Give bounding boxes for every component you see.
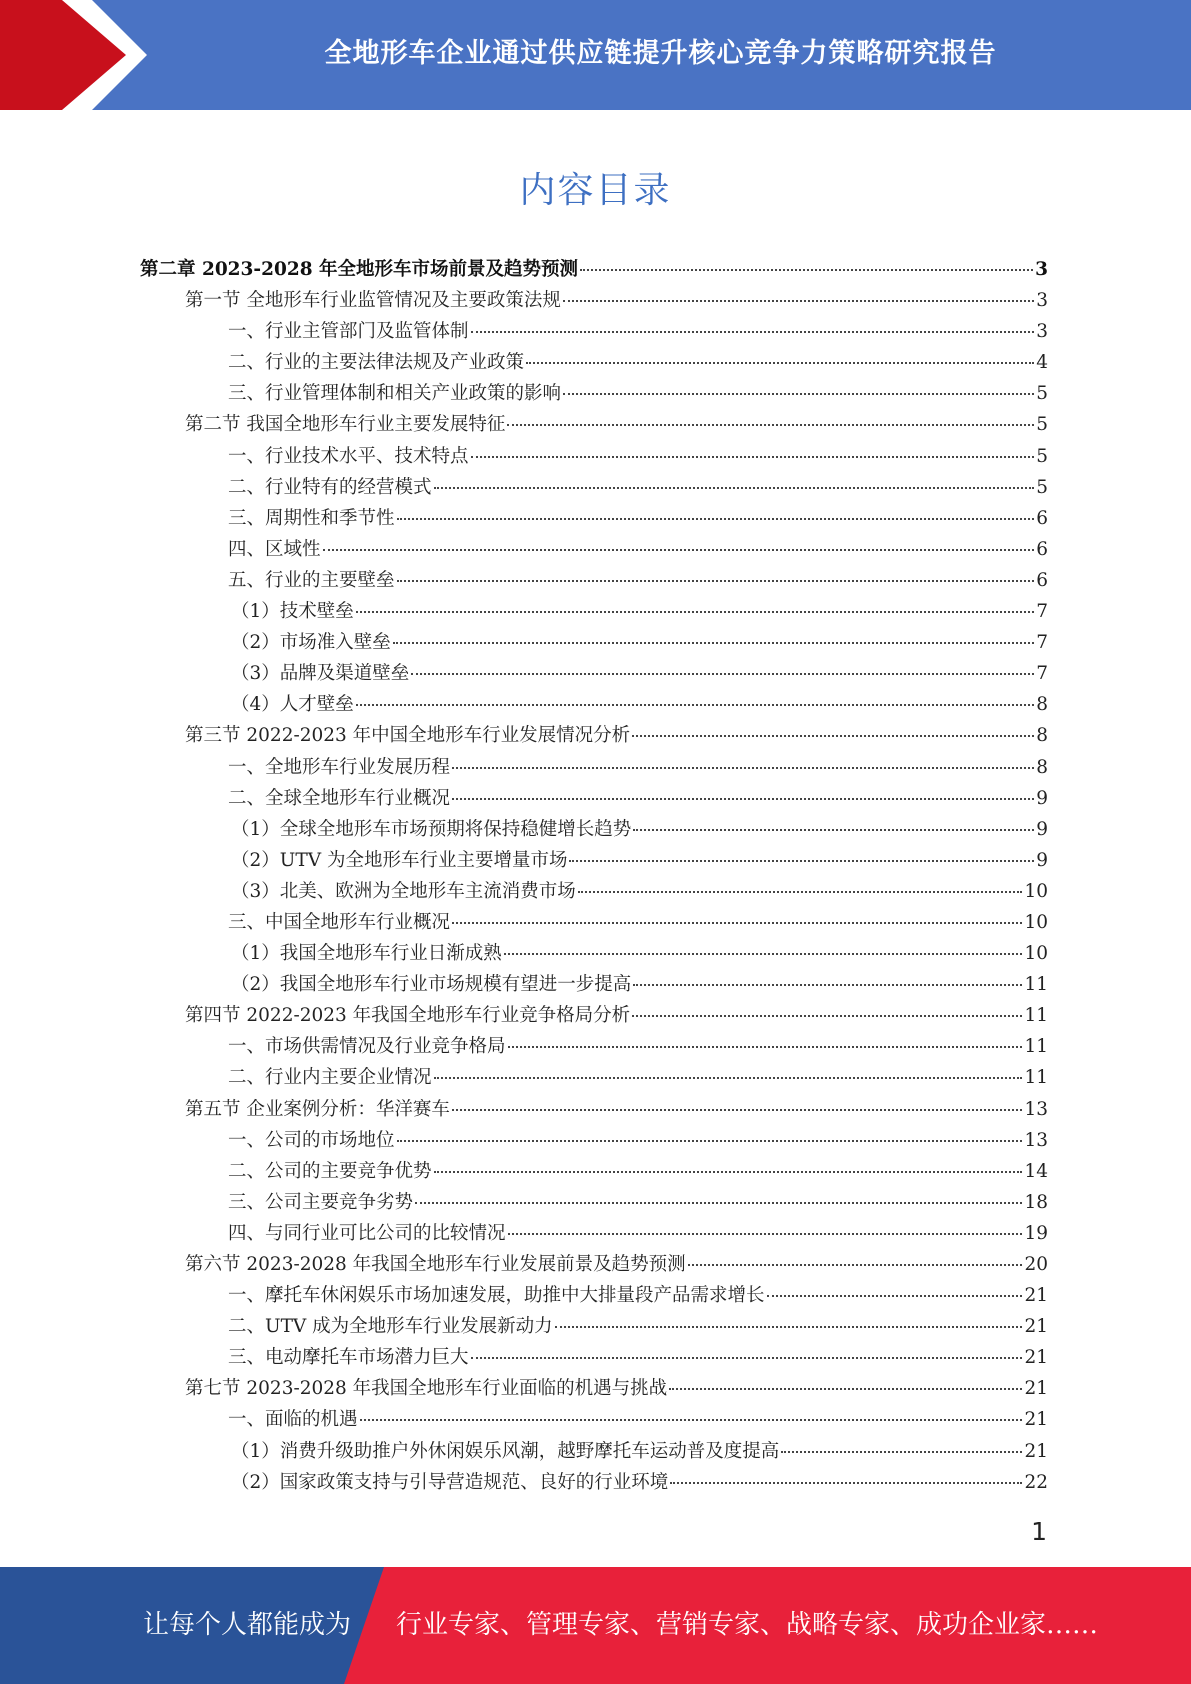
toc-entry[interactable]	[140, 1311, 1048, 1342]
toc-dot-leader	[356, 704, 1034, 706]
toc-entry-page: 4	[1036, 352, 1048, 374]
toc-entry[interactable]	[140, 752, 1048, 783]
toc-entry-label: 一、行业主管部门及监管体制	[228, 321, 469, 343]
toc-entry-page: 21	[1024, 1440, 1048, 1462]
toc-entry[interactable]	[140, 627, 1048, 658]
toc-entry-label: 一、摩托车休闲娱乐市场加速发展，助推中大排量段产品需求增长	[228, 1285, 765, 1307]
toc-entry-label: 二、全球全地形车行业概况	[228, 787, 451, 809]
toc-entry-page: 13	[1024, 1129, 1048, 1151]
toc-dot-leader	[688, 1264, 1023, 1266]
toc-dot-leader	[471, 331, 1035, 333]
toc-entry-page: 11	[1024, 974, 1048, 996]
toc-entry[interactable]	[140, 472, 1048, 503]
toc-dot-leader	[393, 642, 1034, 644]
toc-dot-leader	[471, 1357, 1023, 1359]
toc-dot-leader	[471, 456, 1035, 458]
toc-entry-page: 7	[1036, 663, 1048, 685]
toc-entry-label: （3）北美、欧洲为全地形车主流消费市场	[231, 880, 576, 902]
toc-dot-leader	[508, 1046, 1023, 1048]
toc-entry-page: 8	[1036, 756, 1048, 778]
toc-entry-label: （2）国家政策支持与引导营造规范、良好的行业环境	[231, 1471, 669, 1493]
toc-entry[interactable]	[140, 1436, 1048, 1467]
toc-entry-label: 二、UTV 成为全地形车行业发展新动力	[228, 1316, 553, 1338]
toc-entry-page: 3	[1036, 290, 1048, 312]
toc-dot-leader	[563, 393, 1034, 395]
toc-entry-label: 三、电动摩托车市场潜力巨大	[228, 1347, 469, 1369]
toc-entry-label: （2）我国全地形车行业市场规模有望进一步提高	[231, 974, 632, 996]
toc-entry[interactable]	[140, 1373, 1048, 1404]
toc-entry-label: 一、全地形车行业发展历程	[228, 756, 451, 778]
toc-entry-label: 三、中国全地形车行业概况	[228, 911, 451, 933]
toc-dot-leader	[452, 767, 1034, 769]
toc-dot-leader	[452, 1109, 1023, 1111]
toc-dot-leader	[397, 1140, 1023, 1142]
toc-entry[interactable]	[140, 503, 1048, 534]
toc-entry-label: 第五节 企业案例分析：华洋赛车	[185, 1098, 450, 1120]
toc-entry-page: 9	[1036, 787, 1048, 809]
toc-entry-page: 7	[1036, 601, 1048, 623]
toc-dot-leader	[507, 424, 1034, 426]
toc-entry[interactable]	[140, 1218, 1048, 1249]
toc-dot-leader	[669, 1388, 1022, 1390]
toc-entry-page: 5	[1036, 445, 1048, 467]
toc-dot-leader	[452, 922, 1022, 924]
toc-dot-leader	[670, 1482, 1022, 1484]
toc-dot-leader	[580, 269, 1033, 271]
toc-entry[interactable]	[140, 1000, 1048, 1031]
toc-entry-label: 二、行业的主要法律法规及产业政策	[228, 352, 525, 374]
toc-entry[interactable]	[140, 1404, 1048, 1435]
report-title: 全地形车企业通过供应链提升核心竞争力策略研究报告	[324, 37, 997, 69]
toc-entry-label: （1）消费升级助推户外休闲娱乐风潮，越野摩托车运动普及度提高	[231, 1440, 780, 1462]
toc-dot-leader	[323, 549, 1035, 551]
toc-entry-label: 一、行业技术水平、技术特点	[228, 445, 469, 467]
toc-entry-label: （1）技术壁垒	[231, 601, 354, 623]
toc-entry-label: （3）品牌及渠道壁垒	[231, 663, 410, 685]
toc-entry[interactable]	[140, 1342, 1048, 1373]
toc-entry[interactable]	[140, 1125, 1048, 1156]
toc-entry[interactable]	[140, 845, 1048, 876]
toc-entry[interactable]	[140, 1467, 1048, 1498]
toc-entry-page: 3	[1036, 321, 1048, 343]
toc-entry[interactable]	[140, 658, 1048, 689]
footer-slogan-left: 让每个人都能成为	[143, 1610, 352, 1640]
toc-dot-leader	[632, 1015, 1022, 1017]
header-banner	[0, 0, 1191, 110]
toc-entry-label: 四、区域性	[228, 538, 321, 560]
toc-entry-label: 四、与同行业可比公司的比较情况	[228, 1222, 506, 1244]
toc-entry[interactable]	[140, 907, 1048, 938]
toc-entry-page: 21	[1024, 1409, 1048, 1431]
toc-entry-label: （2）UTV 为全地形车行业主要增量市场	[231, 849, 568, 871]
toc-entry[interactable]	[140, 783, 1048, 814]
toc-dot-leader	[434, 1171, 1023, 1173]
toc-entry[interactable]	[140, 689, 1048, 720]
toc-dot-leader	[397, 518, 1035, 520]
toc-entry[interactable]	[140, 534, 1048, 565]
toc-entry[interactable]	[140, 409, 1048, 440]
toc-entry-label: 三、行业管理体制和相关产业政策的影响	[228, 383, 562, 405]
toc-entry-page: 10	[1024, 911, 1048, 933]
toc-entry-label: 五、行业的主要壁垒	[228, 569, 395, 591]
toc-dot-leader	[767, 1295, 1023, 1297]
toc-entry-label: 第二节 我国全地形车行业主要发展特征	[185, 414, 506, 436]
toc-entry-label: 一、公司的市场地位	[228, 1129, 395, 1151]
toc-entry-page: 11	[1024, 1067, 1048, 1089]
toc-entry-page: 5	[1036, 383, 1048, 405]
toc-entry-page: 5	[1036, 476, 1048, 498]
toc-entry[interactable]	[140, 1187, 1048, 1218]
toc-entry-label: 第七节 2023-2028 年我国全地形车行业面临的机遇与挑战	[185, 1378, 668, 1400]
toc-entry-page: 8	[1036, 725, 1048, 747]
toc-entry[interactable]	[140, 596, 1048, 627]
toc-entry[interactable]	[140, 1094, 1048, 1125]
toc-dot-leader	[434, 487, 1035, 489]
toc-entry-page: 22	[1024, 1471, 1048, 1493]
toc-entry-label: 三、公司主要竞争劣势	[228, 1191, 414, 1213]
toc-dot-leader	[434, 1077, 1023, 1079]
toc-entry-label: （2）市场准入壁垒	[231, 632, 391, 654]
toc-entry-page: 21	[1024, 1347, 1048, 1369]
toc-entry-page: 3	[1035, 259, 1048, 280]
toc-dot-leader	[504, 953, 1023, 955]
toc-entry-page: 10	[1024, 880, 1048, 902]
toc-dot-leader	[356, 611, 1034, 613]
toc-dot-leader	[360, 1419, 1023, 1421]
toc-entry-page: 14	[1024, 1160, 1048, 1182]
toc-dot-leader	[415, 1202, 1022, 1204]
toc-dot-leader	[411, 673, 1034, 675]
toc-entry[interactable]	[140, 938, 1048, 969]
toc-entry[interactable]	[140, 876, 1048, 907]
toc-dot-leader	[633, 829, 1034, 831]
toc-dot-leader	[555, 1326, 1023, 1328]
toc-entry-label: 二、行业特有的经营模式	[228, 476, 432, 498]
toc-entry-label: 第二章 2023-2028 年全地形车市场前景及趋势预测	[140, 259, 579, 280]
toc-entry[interactable]	[140, 441, 1048, 472]
toc-entry[interactable]	[140, 1062, 1048, 1093]
toc-entry[interactable]	[140, 316, 1048, 347]
toc-dot-leader	[508, 1233, 1023, 1235]
toc-entry-label: （4）人才壁垒	[231, 694, 354, 716]
table-of-contents	[140, 254, 1048, 1498]
toc-entry[interactable]	[140, 254, 1048, 285]
toc-entry-label: 二、行业内主要企业情况	[228, 1067, 432, 1089]
toc-dot-leader	[563, 300, 1034, 302]
toc-entry-label: 第六节 2023-2028 年我国全地形车行业发展前景及趋势预测	[185, 1254, 686, 1275]
toc-entry[interactable]	[140, 565, 1048, 596]
page-number: 1	[1031, 1517, 1047, 1546]
toc-entry-page: 11	[1024, 1005, 1048, 1027]
toc-dot-leader	[452, 798, 1034, 800]
toc-dot-leader	[578, 891, 1023, 893]
toc-entry-page: 6	[1036, 538, 1048, 560]
toc-entry-label: （1）全球全地形车市场预期将保持稳健增长趋势	[231, 818, 632, 840]
toc-dot-leader	[526, 362, 1034, 364]
toc-entry-page: 7	[1036, 632, 1048, 654]
toc-entry[interactable]	[140, 969, 1048, 1000]
toc-heading: 内容目录	[519, 170, 672, 211]
toc-entry[interactable]	[140, 1249, 1048, 1280]
toc-entry[interactable]	[140, 1280, 1048, 1311]
toc-entry-page: 18	[1024, 1191, 1048, 1213]
toc-entry-label: 二、公司的主要竞争优势	[228, 1160, 432, 1182]
toc-dot-leader	[397, 580, 1035, 582]
toc-entry[interactable]	[140, 1031, 1048, 1062]
toc-entry-label: 第一节 全地形车行业监管情况及主要政策法规	[185, 290, 561, 312]
footer-slogan-right: 行业专家、管理专家、营销专家、战略专家、成功企业家……	[396, 1610, 1099, 1640]
toc-entry[interactable]	[140, 720, 1048, 751]
toc-entry-label: 一、面临的机遇	[228, 1409, 358, 1431]
toc-entry-label: 一、市场供需情况及行业竞争格局	[228, 1036, 506, 1058]
toc-entry-page: 20	[1024, 1254, 1048, 1275]
toc-entry-page: 9	[1036, 818, 1048, 840]
toc-entry[interactable]	[140, 285, 1048, 316]
toc-entry-page: 6	[1036, 569, 1048, 591]
toc-entry-page: 9	[1036, 849, 1048, 871]
toc-entry-page: 21	[1024, 1378, 1048, 1400]
footer-banner	[0, 1567, 1191, 1684]
toc-entry-page: 8	[1036, 694, 1048, 716]
toc-entry-page: 6	[1036, 507, 1048, 529]
toc-entry-label: 第四节 2022-2023 年我国全地形车行业竞争格局分析	[185, 1005, 631, 1027]
toc-entry-page: 11	[1024, 1036, 1048, 1058]
toc-dot-leader	[632, 735, 1034, 737]
toc-entry[interactable]	[140, 1156, 1048, 1187]
toc-entry-page: 21	[1024, 1285, 1048, 1307]
toc-entry-page: 13	[1024, 1098, 1048, 1120]
toc-entry-label: 三、周期性和季节性	[228, 507, 395, 529]
toc-dot-leader	[569, 860, 1034, 862]
toc-entry[interactable]	[140, 347, 1048, 378]
toc-dot-leader	[781, 1451, 1022, 1453]
toc-dot-leader	[633, 984, 1022, 986]
toc-entry[interactable]	[140, 814, 1048, 845]
toc-entry-label: （1）我国全地形车行业日渐成熟	[231, 943, 502, 965]
toc-entry-page: 21	[1024, 1316, 1048, 1338]
toc-entry-label: 第三节 2022-2023 年中国全地形车行业发展情况分析	[185, 725, 631, 747]
toc-entry[interactable]	[140, 378, 1048, 409]
toc-entry-page: 19	[1024, 1222, 1048, 1244]
toc-entry-page: 10	[1024, 943, 1048, 965]
toc-entry-page: 5	[1036, 414, 1048, 436]
